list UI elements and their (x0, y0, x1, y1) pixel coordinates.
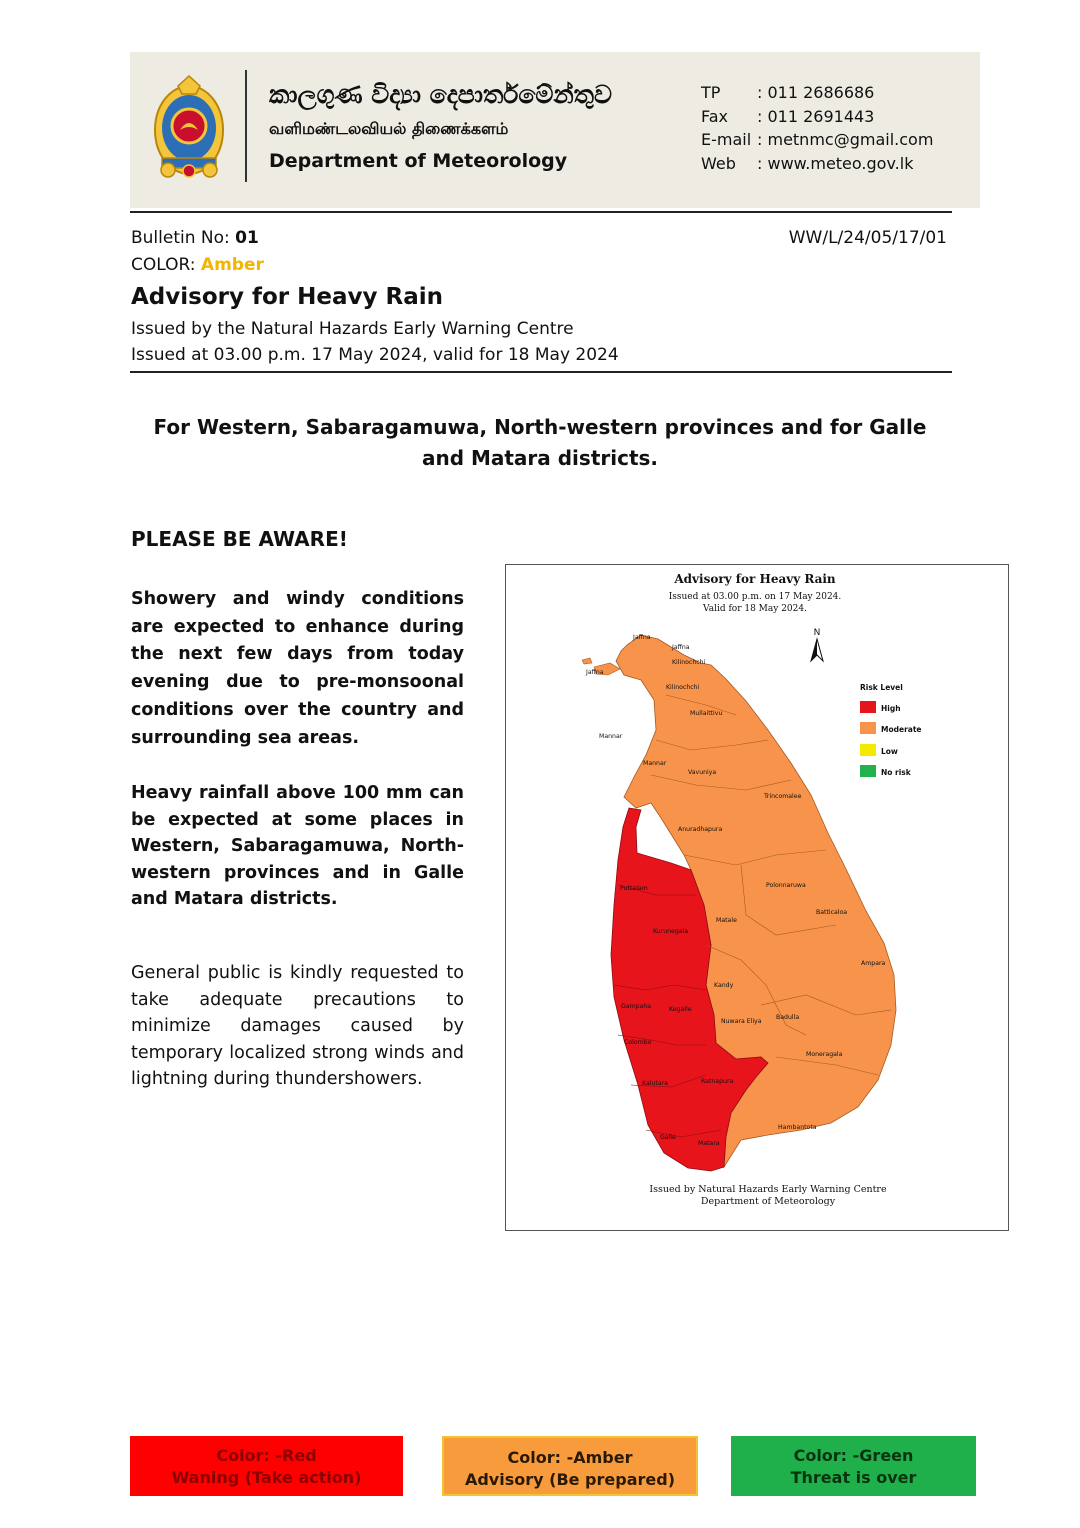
district-label: Mannar (599, 733, 623, 740)
district-label: Batticaloa (816, 909, 848, 916)
contact-web (701, 152, 933, 176)
issued-by: Issued by the Natural Hazards Early Warning Centre (131, 319, 574, 339)
district-label: Mannar (643, 760, 667, 767)
district-label: Jaffna (672, 644, 690, 651)
contact-email (701, 128, 933, 152)
district-label: Colombo (624, 1039, 652, 1046)
bulletin-color-value: Amber (200, 255, 264, 275)
contact-key: Fax (701, 106, 729, 126)
north-arrow-icon (811, 628, 823, 661)
legend-swatch-low (860, 744, 876, 756)
district-label: Trincomalee (764, 793, 802, 800)
bulletin-reference: WW/L/24/05/17/01 (788, 228, 947, 248)
district-label: Kurunegala (653, 928, 689, 935)
district-label: Polonnaruwa (766, 882, 806, 889)
letterhead (130, 52, 980, 208)
bulletin-number (131, 228, 259, 248)
color-key-amber-line1: Color: -Amber (507, 1448, 633, 1467)
aware-heading: PLEASE BE AWARE! (131, 527, 348, 551)
map-title: Advisory for Heavy Rain (674, 572, 836, 586)
paragraph-precautions: General public is kindly requested to take adequate precautions to minimize damages caused by temporary localized strong winds and lightning during thundershowers. (131, 963, 464, 1090)
district-label: Jaffna (586, 669, 604, 676)
color-key-red-line1: Color: -Red (216, 1446, 317, 1465)
bulletin-color (131, 255, 264, 275)
color-key-amber-line2: Advisory (Be prepared) (464, 1470, 676, 1489)
contact-key: TP (701, 83, 721, 102)
risk-legend (860, 683, 922, 777)
advisory-title: Advisory for Heavy Rain (131, 284, 443, 310)
contact-value: : metnmc@gmail.com (757, 130, 934, 149)
contact-value: : www.meteo.gov.lk (757, 153, 914, 173)
color-key-green-line2: Threat is over (790, 1468, 917, 1487)
contact-phone (701, 81, 933, 105)
map-footer-department: Department of Meteorology (700, 1196, 836, 1207)
district-label: Ampara (861, 960, 886, 967)
district-label: Kandy (714, 982, 734, 989)
district-label: Badulla (776, 1014, 800, 1021)
contact-block (701, 81, 933, 175)
contact-fax (701, 105, 933, 129)
org-name-sinhala: කාලගුණ විද්‍යා දෙපාර්තමේන්තුව (269, 80, 612, 109)
contact-value: : 011 2691443 (757, 106, 875, 126)
map-subtitle-valid: Valid for 18 May 2024. (703, 604, 807, 614)
district-label: Ratnapura (701, 1078, 734, 1085)
legend-swatch-no-risk (860, 765, 876, 777)
color-key-red (130, 1436, 403, 1496)
map-footer-issuer: Issued by Natural Hazards Early Warning Centre (649, 1184, 887, 1195)
district-label: Galle (660, 1134, 676, 1141)
region-heading: For Western, Sabaragamuwa, North-western provinces and for Galle and Matara districts. (153, 415, 927, 470)
district-label: Matale (716, 917, 737, 924)
paragraph-conditions: Showery and windy conditions are expected to enhance during the next few days from today evening due to pre-monsoonal conditions over the country and surrounding sea areas. (131, 589, 464, 748)
color-key-amber (442, 1436, 698, 1496)
district-label: Nuwara Eliya (721, 1018, 762, 1025)
legend-swatch-moderate (860, 722, 876, 734)
district-label: Kilinochchi (666, 684, 700, 691)
paragraph-rainfall: Heavy rainfall above 100 mm can be expected at some places in Western, Sabaragamuwa, North-western provinces and in Galle and Matara districts. (131, 783, 464, 910)
legend-label-moderate: Moderate (881, 725, 922, 734)
national-emblem-logo (152, 72, 226, 180)
color-key-green (731, 1436, 976, 1496)
district-label: Moneragala (806, 1051, 843, 1058)
district-label: Anuradhapura (678, 826, 723, 833)
legend-label-no-risk: No risk (881, 768, 911, 777)
legend-label-low: Low (881, 747, 898, 756)
color-key-green-line1: Color: -Green (793, 1446, 914, 1465)
district-label: Mullaittivu (690, 710, 723, 717)
bulletin-number-label: Bulletin No: (131, 228, 236, 248)
district-label: Gampaha (621, 1003, 652, 1010)
north-label: N (813, 628, 821, 638)
district-label: Kalutara (642, 1080, 668, 1087)
map-subtitle-issued: Issued at 03.00 p.m. on 17 May 2024. (668, 592, 842, 602)
legend-swatch-high (860, 701, 876, 713)
district-label: Vavuniya (688, 769, 717, 776)
contact-key: Web (701, 153, 736, 173)
district-label: Puttalam (620, 885, 648, 892)
bulletin-number-value: 01 (235, 228, 259, 248)
contact-key: E-mail (701, 130, 752, 149)
color-key-red-line2: Waning (Take action) (171, 1468, 362, 1487)
legend-title: Risk Level (860, 683, 903, 692)
header-rule (130, 211, 952, 213)
bulletin-color-label: COLOR: (131, 255, 201, 275)
org-name-english: Department of Meteorology (269, 150, 568, 172)
contact-value: : 011 2686686 (757, 83, 875, 102)
legend-label-high: High (881, 704, 901, 713)
district-label: Kilinochchi (672, 659, 706, 666)
issued-at: Issued at 03.00 p.m. 17 May 2024, valid for 18 May 2024 (131, 345, 619, 365)
district-label: Matara (698, 1140, 720, 1147)
advisory-map (505, 564, 1009, 1231)
district-label: Hambantota (778, 1124, 817, 1131)
title-rule (130, 371, 952, 373)
org-name-tamil: வளிமண்டலவியல் திணைக்களம் (269, 119, 509, 138)
letterhead-divider (245, 70, 247, 182)
district-label: Jaffna (633, 634, 651, 641)
map-region-jaffna-islands (582, 658, 592, 664)
district-label: Kegalle (669, 1006, 692, 1013)
